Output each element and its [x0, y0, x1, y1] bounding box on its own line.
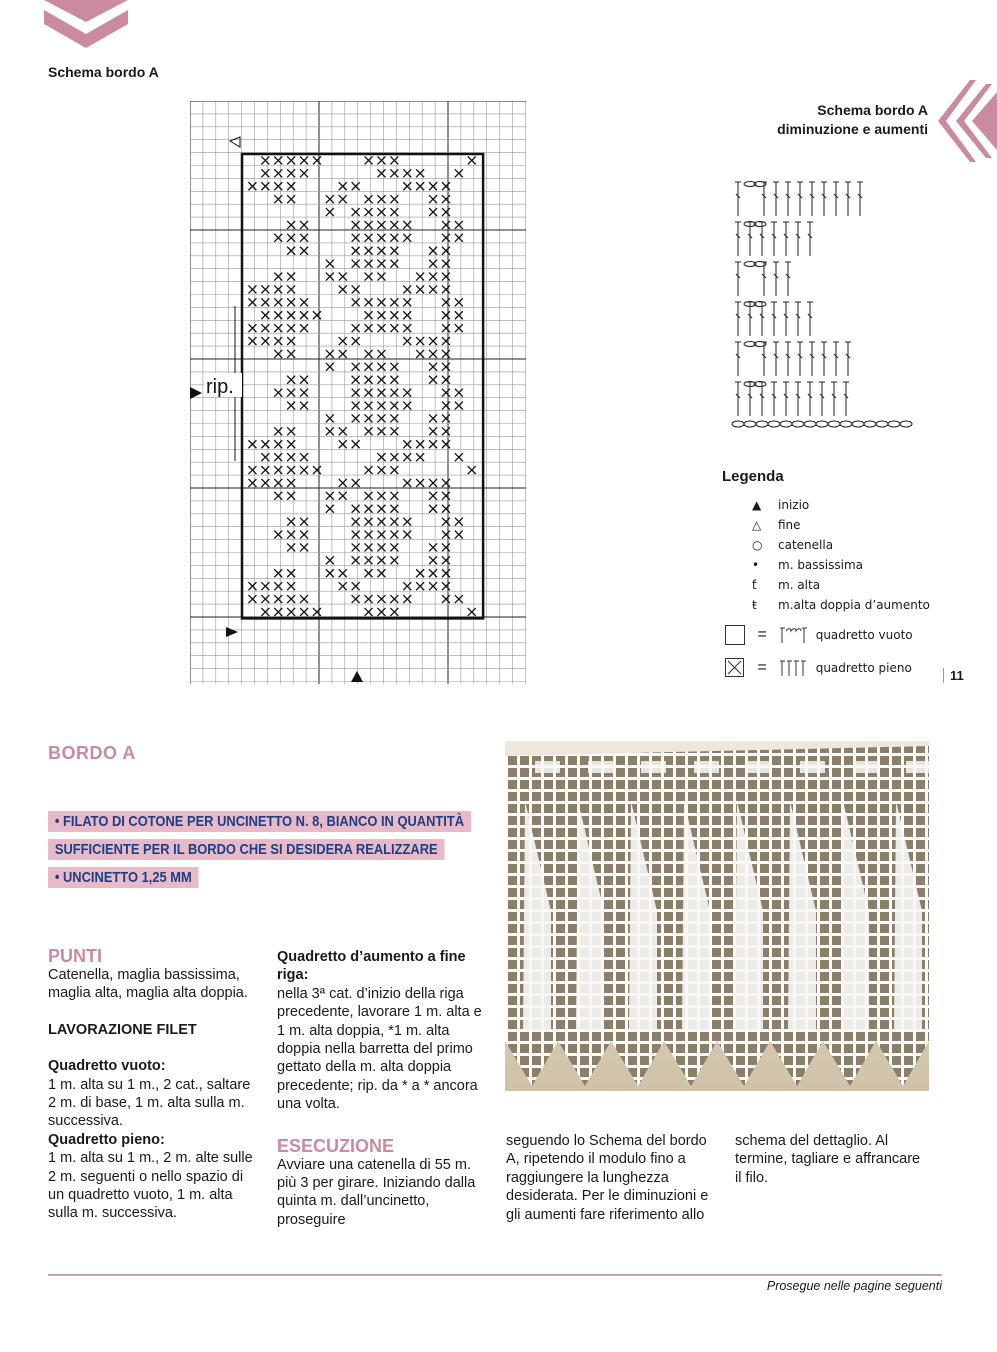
start-arrow-icon	[226, 627, 238, 637]
pieno-body: 1 m. alta su 1 m., 2 m. alte sulle 2 m. seguenti o nello spazio di un quadretto vuoto, 1 m. alta sulla m. successiva.	[48, 1150, 253, 1222]
chart-row	[248, 440, 450, 448]
legend-symbol-icon: ŧ	[752, 598, 757, 612]
repeat-arrow-icon	[190, 387, 202, 399]
lavorazione-title: LAVORAZIONE FILET	[48, 1021, 197, 1038]
chain-stitch	[792, 421, 804, 427]
legend-symbol-icon: ▲	[752, 498, 762, 512]
detail-title	[777, 101, 928, 139]
chart-row	[261, 169, 463, 177]
empty-square-label: quadretto vuoto	[815, 628, 913, 643]
esecuzione-body: Avviare una catenella di 55 m. più 3 per girare. Iniziando dalla quinta m. dall’uncinetto, proseguire	[277, 1156, 476, 1228]
chart-row	[287, 221, 463, 229]
esecuzione-title: ESECUZIONE	[277, 1135, 395, 1156]
full-square-stitches-icon	[779, 659, 807, 677]
chart-row	[274, 427, 450, 435]
chart-row	[326, 414, 450, 422]
full-square-icon	[725, 658, 745, 678]
legend-label: inizio	[778, 498, 810, 512]
legend-label: m. alta	[778, 578, 821, 592]
chain-stitch	[816, 421, 828, 427]
legend-empty-square	[725, 625, 913, 645]
chain-stitch	[876, 421, 888, 427]
equals-sign: =	[757, 626, 767, 644]
legend-symbol-icon: ○	[752, 538, 763, 552]
section-title: BORDO A	[48, 743, 136, 763]
empty-square-icon	[725, 625, 745, 645]
chart-row	[274, 273, 450, 281]
chart-row	[261, 311, 463, 319]
chevron-left-icon	[938, 80, 997, 162]
chart-row	[248, 285, 450, 293]
stitch-row	[735, 182, 863, 217]
chart-row	[248, 324, 462, 332]
stitch-diagram	[728, 174, 918, 434]
equals-sign: =	[757, 659, 767, 677]
chain-stitch	[768, 421, 780, 427]
chart-row	[287, 402, 463, 410]
chart-row	[248, 337, 450, 345]
chart-row	[261, 156, 475, 164]
chart-row	[248, 479, 450, 487]
chain-stitch	[852, 421, 864, 427]
legend-full-square	[725, 658, 912, 678]
chart-row	[274, 531, 463, 539]
chart-row	[326, 556, 450, 564]
chart-row	[274, 389, 463, 397]
chart-row	[248, 466, 475, 474]
stitch-row	[735, 302, 813, 337]
text-column-1	[48, 946, 258, 1223]
col4-body: schema del dettaglio. Al termine, tagliare e affrancare il filo.	[735, 1133, 921, 1186]
col3-body: seguendo lo Schema del bordo A, ripetendo il modulo fino a raggiungere la lunghezza desiderata. Per le diminuzioni e gli aumenti fare riferimento allo	[506, 1133, 709, 1223]
chart-row	[287, 518, 463, 526]
chart-row	[274, 350, 450, 358]
detail-title-line2: diminuzione e aumenti	[777, 121, 928, 137]
legend-label: m. bassissima	[778, 558, 864, 572]
text-column-4	[735, 1132, 925, 1187]
legend-item	[752, 538, 833, 552]
chart-row	[274, 195, 450, 203]
filet-chart	[190, 101, 526, 684]
punti-body: Catenella, maglia bassissima, maglia alta, maglia alta doppia.	[48, 967, 248, 1002]
footer-divider	[48, 1274, 942, 1276]
chart-row	[248, 582, 450, 590]
legend-item	[752, 498, 809, 512]
legend-item	[752, 578, 820, 592]
crochet-border-photo	[505, 741, 929, 1091]
chart-row	[261, 608, 475, 616]
legend-symbol-icon: △	[752, 518, 762, 532]
chart-row	[274, 569, 450, 577]
detail-title-line1: Schema bordo A	[817, 102, 928, 118]
materials-line-3: • UNCINETTO 1,25 MM	[48, 867, 199, 888]
chart-row	[287, 543, 450, 551]
chain-stitch	[756, 421, 768, 427]
chain-stitch	[888, 421, 900, 427]
text-column-2	[277, 948, 487, 1229]
aumento-body: nella 3ª cat. d’inizio della riga precedente, lavorare 1 m. alta e 1 m. alta doppia, *1 m. alta doppia nella barretta del primo gettato della m. alta doppia precedente; rip. da * a * ancora una volta.	[277, 985, 482, 1113]
vuoto-title: Quadretto vuoto:	[48, 1058, 166, 1075]
chain-stitch	[780, 421, 792, 427]
text-column-3	[506, 1132, 718, 1224]
chain-stitch	[840, 421, 852, 427]
legend-item	[752, 558, 863, 572]
stitch-row	[735, 382, 849, 417]
chain-stitch	[744, 421, 756, 427]
materials-line-1: • FILATO DI COTONE PER UNCINETTO N. 8, BIANCO IN QUANTITÀ	[48, 811, 471, 832]
chart-row	[287, 376, 450, 384]
chart-row	[248, 595, 462, 603]
chain-stitch	[900, 421, 912, 427]
empty-square-stitches-icon	[779, 626, 807, 644]
chain-stitch	[864, 421, 876, 427]
chart-title: Schema bordo A	[48, 64, 159, 80]
punti-title: PUNTI	[48, 946, 102, 966]
legend-title: Legenda	[722, 468, 784, 485]
chart-row	[326, 363, 450, 371]
stitch-row	[735, 262, 791, 297]
legend-item	[752, 598, 930, 612]
pieno-title: Quadretto pieno:	[48, 1131, 165, 1148]
legend-item	[752, 518, 801, 532]
legend-symbol-icon: ƭ	[752, 578, 757, 592]
materials-line-2: SUFFICIENTE PER IL BORDO CHE SI DESIDERA REALIZZARE	[48, 839, 445, 860]
chart-row	[274, 492, 450, 500]
aumento-title: Quadretto d’aumento a fine riga:	[277, 949, 466, 984]
up-arrow-icon	[351, 671, 363, 682]
chart-row	[248, 298, 462, 306]
chain-stitch	[732, 421, 744, 427]
chart-row	[248, 182, 450, 190]
full-square-label: quadretto pieno	[815, 661, 912, 676]
page-number: 11	[943, 668, 964, 683]
stitch-row	[735, 342, 851, 377]
chain-stitch	[804, 421, 816, 427]
chart-row	[326, 260, 450, 268]
legend-symbol-icon: •	[752, 558, 760, 572]
legend-label: m.alta doppia d’aumento	[778, 598, 930, 612]
legend-label: catenella	[778, 538, 834, 552]
stitch-row	[735, 222, 813, 257]
footer-note: Prosegue nelle pagine seguenti	[766, 1279, 942, 1293]
chart-row	[326, 505, 450, 513]
chart-row	[287, 247, 450, 255]
chart-row	[261, 453, 463, 461]
repeat-label: rip.	[206, 376, 234, 398]
chevron-decoration-icon	[44, 0, 128, 60]
chart-row	[326, 208, 450, 216]
chart-row	[274, 234, 463, 242]
chain-stitch	[828, 421, 840, 427]
end-arrow-icon	[230, 137, 240, 147]
vuoto-body: 1 m. alta su 1 m., 2 cat., saltare 2 m. di base, 1 m. alta sulla m. successiva.	[48, 1076, 251, 1130]
legend-label: fine	[778, 518, 801, 532]
